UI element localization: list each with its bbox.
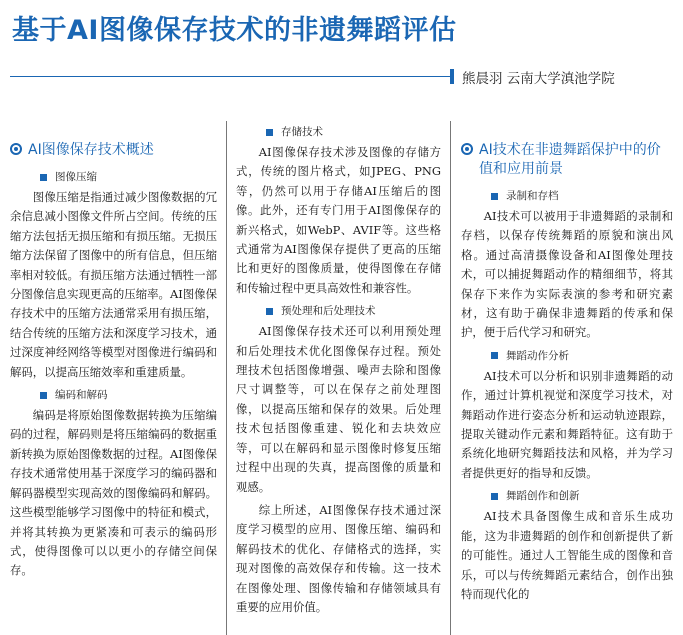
body-paragraph: AI技术具备图像生成和音乐生成功能，这为非遗舞蹈的创作和创新提供了新的可能性。通过人工智能生成的图像和音乐，可以与传统舞蹈元素结合，创作出独特而现代化的 (461, 509, 673, 601)
section-heading (10, 141, 217, 160)
body-paragraph: AI图像保存技术还可以利用预处理和后处理技术优化图像保存过程。预处理技术包括图像增强、噪声去除和图像尺寸调整等，可以在保存之前处理图像，以提高压缩和保存的效果。后处理技术包括图像重建、锐化和去块效应等，可以在解码和显示图像时修复压缩过程中出现的失真，提高图像的质量和观感。 (236, 324, 441, 494)
body-paragraph: 编码是将原始图像数据转换为压缩编码的过程，解码则是将压缩编码的数据重新转换为原始图像数据的过程。AI图像保存技术通常使用基于深度学习的编码器和解码器模型实现高效的图像编码和解码。这些模型能够学习图像中的特征和模式，并将其转换为更紧凑和可表示的编码形式，使得图像可以以更小的存储空间保存。 (10, 408, 217, 578)
body-paragraph: 综上所述，AI图像保存技术通过深度学习模型的应用、图像压缩、编码和解码技术的优化、存储格式的选择，实现对图像的高效保存和传输。这一技术在图像处理、图像传输和存储领域具有重要的应用价值。 (236, 502, 441, 614)
byline-bar (450, 69, 454, 84)
subsection-heading-text: 存储技术 (281, 126, 323, 138)
subsection-heading (491, 487, 673, 505)
body-paragraph: AI技术可以分析和识别非遗舞蹈的动作，通过计算机视觉和深度学习技术，对舞蹈动作进行姿态分析和运动轨迹跟踪，提取关键动作元素和舞蹈特征。这有助于系统化地研究舞蹈技法和风格，并为学习者提供更好的指导和反馈。 (461, 368, 673, 480)
author-byline: 熊晨羽 云南大学滇池学院 (462, 71, 615, 87)
column-divider (450, 121, 451, 635)
byline (0, 66, 683, 88)
square-bullet-icon (40, 392, 47, 399)
section-heading-text: AI图像保存技术概述 (28, 142, 154, 158)
square-bullet-icon (491, 352, 498, 359)
subsection-heading-text: 图像压缩 (55, 171, 97, 183)
section-bullet-icon (10, 143, 22, 155)
section-heading-text: AI技术在非遗舞蹈保护中的价值和应用前景 (479, 142, 661, 177)
square-bullet-icon (491, 193, 498, 200)
article-column-3 (461, 121, 673, 635)
body-paragraph: 图像压缩是指通过减少图像数据的冗余信息减小图像文件所占空间。传统的压缩方法包括无损压缩和有损压缩。无损压缩方法保留了图像中的所有信息，但压缩率相对较低。有损压缩方法通过牺牲一部分图像信息实现更高的压缩率。AI图像保存技术中的压缩方法通常采用有损压缩，结合传统的压缩方法和深度学习技术，通过深度神经网络等模型对图像进行编码和解码，以提高压缩效率和重建质量。 (10, 190, 217, 379)
square-bullet-icon (266, 129, 273, 136)
subsection-heading (266, 302, 441, 320)
body-paragraph: AI图像保存技术涉及图像的存储方式，传统的图片格式，如JPEG、PNG等，仍然可以用于存储AI压缩后的图像。此外，还有专门用于AI图像保存的新兴格式，如WebP、AVIF等。这些格式通常为AI图像保存提供了更高的压缩比和更好的图像质量，使得图像在存储和传输过程中更具高效性和兼容性。 (236, 145, 441, 295)
section-heading (461, 141, 673, 179)
body-paragraph: AI技术可以被用于非遗舞蹈的录制和存档，以保存传统舞蹈的原貌和演出风格。通过高清摄像设备和AI图像处理技术，可以捕捉舞蹈动作的精细细节，将其保存下来作为实际表演的参考和研究素材，这有助于确保非遗舞蹈的传承和保护，便于后代学习和研究。 (461, 209, 673, 340)
subsection-heading-text: 录制和存档 (506, 190, 559, 202)
subsection-heading-text: 舞蹈创作和创新 (506, 490, 580, 503)
square-bullet-icon (491, 493, 498, 500)
subsection-heading (266, 123, 441, 141)
square-bullet-icon (40, 174, 47, 181)
subsection-heading (40, 386, 217, 404)
byline-rule (10, 76, 450, 77)
article-column-1 (10, 121, 217, 635)
subsection-heading-text: 编码和解码 (55, 389, 108, 402)
column-divider (226, 121, 227, 635)
subsection-heading-text: 舞蹈动作分析 (506, 349, 569, 362)
article-column-2 (236, 121, 441, 635)
square-bullet-icon (266, 308, 273, 315)
subsection-heading (491, 347, 673, 365)
page-title: 基于AI图像保存技术的非遗舞蹈评估 (12, 15, 457, 46)
subsection-heading-text: 预处理和后处理技术 (281, 305, 376, 318)
subsection-heading (491, 187, 673, 205)
subsection-heading (40, 168, 217, 186)
section-bullet-icon (461, 143, 473, 155)
